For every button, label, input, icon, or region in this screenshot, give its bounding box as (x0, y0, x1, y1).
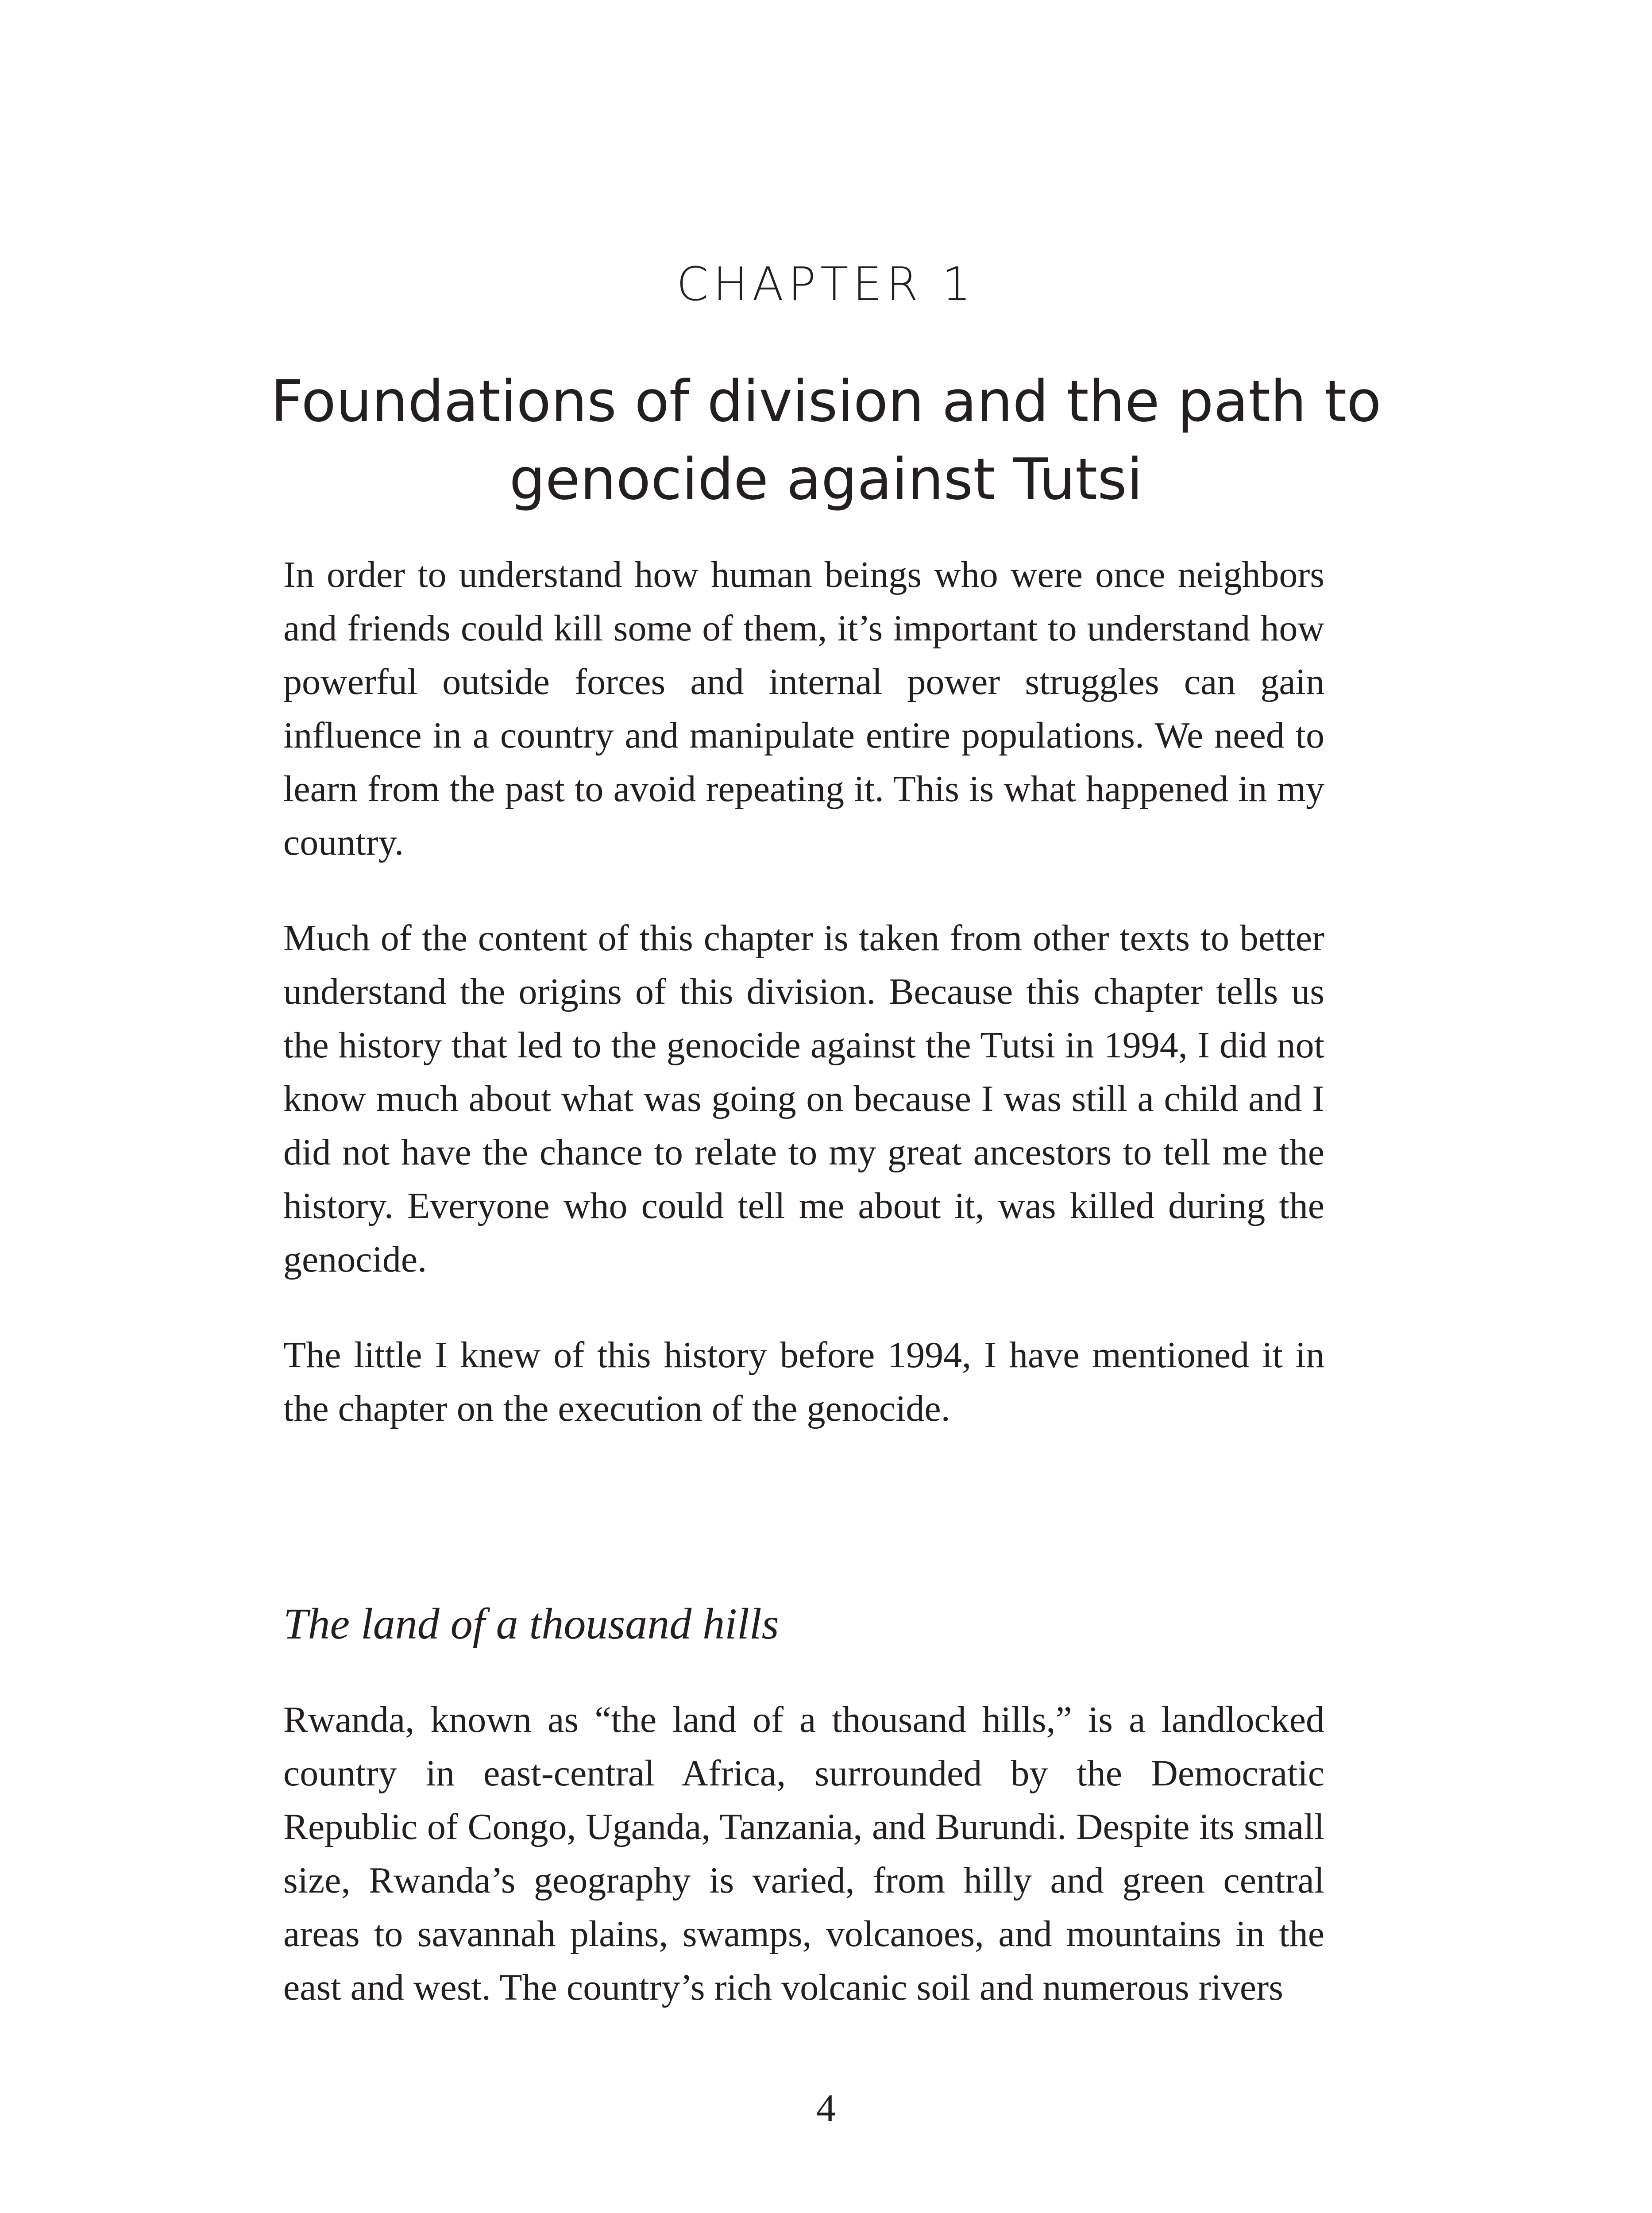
paragraph: The little I knew of this history before 1994, I have mentioned it in the chapter on the execution of the genocide. (283, 1334, 1324, 1429)
paragraph: Much of the content of this chapter is taken from other texts to better understand the origins of this division. Because this chapter tells us the history that led to the genocide against the Tutsi in 1994, I did not know much about what was going on because I was still a child and I did not have the chance to relate to my great ancestors to tell me the history. Everyone who could tell me about it, was killed during the genocide. (283, 918, 1324, 1280)
section-heading: The land of a thousand hills (283, 1599, 779, 1648)
chapter-label: CHAPTER 1 (676, 257, 976, 311)
body-text (283, 548, 1324, 2056)
paragraph: In order to understand how human beings who were once neighbors and friends could kill some of them, it’s important to understand how powerful outside forces and internal power struggles can gain influence in a country and manipulate entire populations. We need to learn from the past to avoid repeating it. This is what happened in my country. (283, 554, 1324, 863)
page-number: 4 (816, 2087, 836, 2130)
paragraph: Rwanda, known as “the land of a thousand hills,” is a landlocked country in east-central Africa, surrounded by the Democratic Republic of Congo, Uganda, Tanzania, and Burundi. Despite its small size, Rwanda’s geography is varied, from hilly and green central areas to savannah plains, swamps, volcanoes, and mountains in the east and west. The country’s rich volcanic soil and numerous rivers (283, 1699, 1324, 2008)
chapter-title: Foundations of division and the path to genocide against Tutsi (270, 369, 1382, 513)
